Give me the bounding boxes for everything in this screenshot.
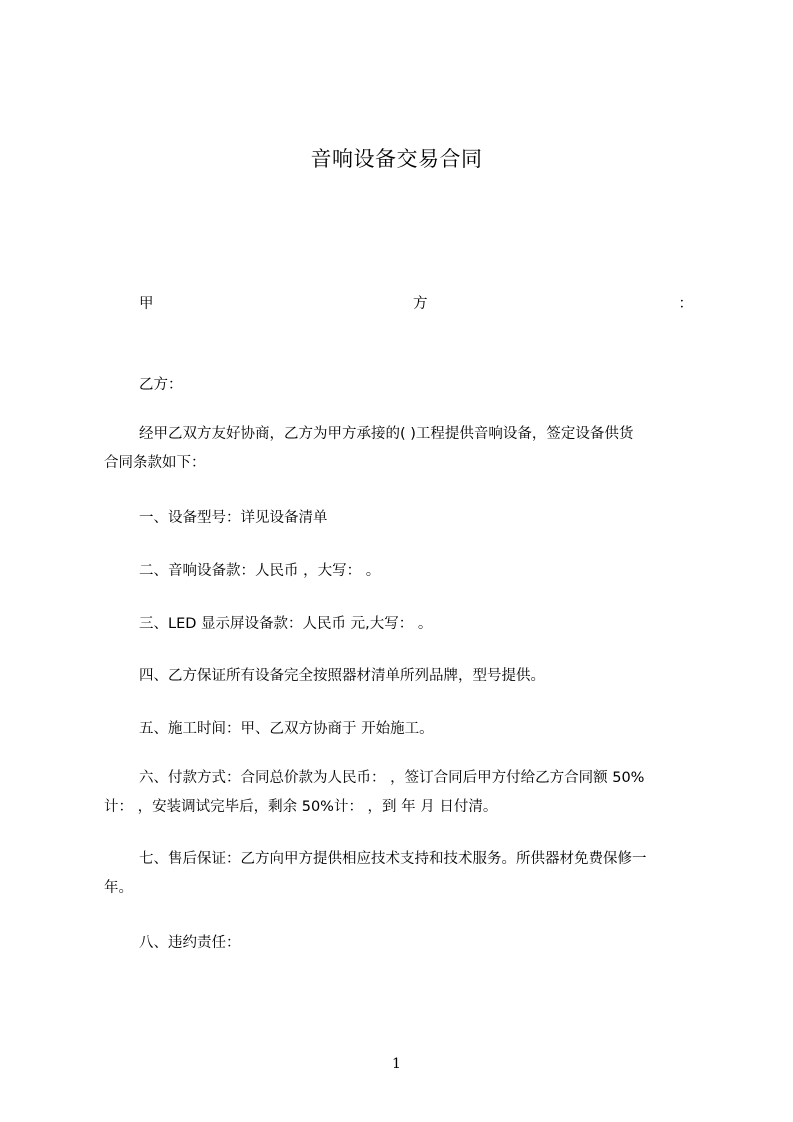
clause-3: 三、LED 显示屏设备款：人民币 元,大写： 。 [139, 616, 433, 632]
clause-1: 一、设备型号：详见设备清单 [139, 510, 328, 526]
clause-7-line-2: 年。 [104, 880, 133, 896]
clause-7-line-1: 七、售后保证：乙方向甲方提供相应技术支持和技术服务。所供器材免费保修一 [139, 851, 647, 867]
intro-line-1: 经甲乙双方友好协商，乙方为甲方承接的( )工程提供音响设备，签定设备供货 [139, 426, 634, 442]
clause-8: 八、违约责任： [139, 935, 241, 951]
party-a-label-char1: 甲 [139, 296, 154, 312]
party-a-line [139, 292, 693, 312]
clause-2: 二、音响设备款：人民币 ，大写： 。 [139, 563, 381, 579]
intro-line-2: 合同条款如下： [104, 455, 206, 471]
clause-6-line-2: 计： ，安装调试完毕后，剩余 50%计： ，到 年 月 日付清。 [104, 799, 498, 815]
party-b-line: 乙方： [139, 377, 183, 393]
intro-paragraph [104, 420, 704, 478]
page-number: 1 [392, 1056, 401, 1072]
clause-5: 五、施工时间：甲、乙双方协商于 开始施工。 [139, 721, 434, 737]
page-title: 音响设备交易合同 [310, 147, 483, 171]
clause-6-line-1: 六、付款方式：合同总价款为人民币： ，签订合同后甲方付给乙方合同额 50% [139, 770, 645, 786]
clause-4: 四、乙方保证所有设备完全按照器材清单所列品牌，型号提供。 [139, 668, 545, 684]
clause-7 [104, 845, 704, 903]
party-a-label-char2: 方 [413, 296, 428, 312]
party-a-colon: ： [678, 296, 693, 312]
clause-6 [104, 764, 704, 822]
